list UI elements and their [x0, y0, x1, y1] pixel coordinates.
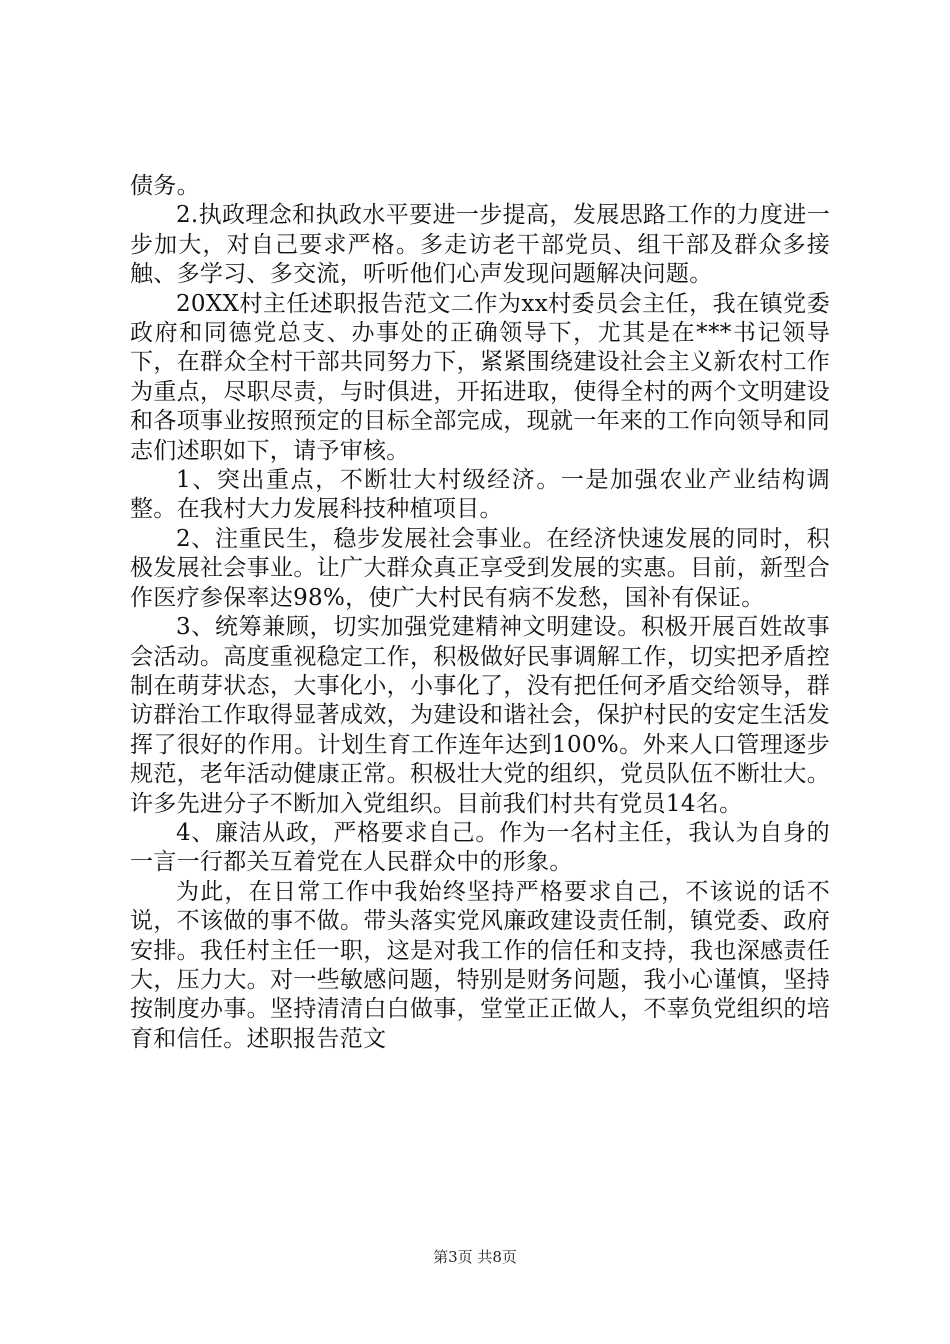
- paragraph-4: 1、突出重点，不断壮大村级经济。一是加强农业产业结构调整。在我村大力发展科技种植项目。: [130, 467, 830, 523]
- paragraph-6: 3、统筹兼顾，切实加强党建精神文明建设。积极开展百姓故事会活动。高度重视稳定工作，积极做好民事调解工作，切实把矛盾控制在萌芽状态，大事化小，小事化了，没有把任何矛盾交给领导，群访群治工作取得显著成效，为建设和谐社会，保护村民的安定生活发挥了很好的作用。计划生育工作连年达到100%。外来人口管理逐步规范，老年活动健康正常。积极壮大党的组织，党员队伍不断壮大。许多先进分子不断加入党组织。目前我们村共有党员14名。: [130, 614, 830, 817]
- paragraph-2: 2.执政理念和执政水平要进一步提高，发展思路工作的力度进一步加大，对自己要求严格。多走访老干部党员、组干部及群众多接触、多学习、多交流，听听他们心声发现问题解决问题。: [130, 202, 830, 288]
- paragraph-1: 债务。: [130, 173, 200, 199]
- paragraph-3: 20XX村主任述职报告范文二作为xx村委员会主任，我在镇党委政府和同德党总支、办事处的正确领导下，尤其是在***书记领导下，在群众全村干部共同努力下，紧紧围绕建设社会主义新农村工作为重点，尽职尽责，与时俱进，开拓进取，使得全村的两个文明建设和各项事业按照预定的目标全部完成，现就一年来的工作向领导和同志们述职如下，请予审核。: [130, 290, 830, 464]
- paragraph-7: 4、廉洁从政，严格要求自己。作为一名村主任，我认为自身的一言一行都关互着党在人民群众中的形象。: [130, 819, 830, 876]
- page-number-footer: 第3页 共8页: [433, 1248, 517, 1266]
- paragraph-5: 2、注重民生，稳步发展社会事业。在经济快速发展的同时，积极发展社会事业。让广大群众真正享受到发展的实惠。目前，新型合作医疗参保率达98%，使广大村民有病不发愁，国补有保证。: [130, 525, 830, 611]
- paragraph-8: 为此，在日常工作中我始终坚持严格要求自己，不该说的话不说，不该做的事不做。带头落实党风廉政建设责任制，镇党委、政府安排。我任村主任一职，这是对我工作的信任和支持，我也深感责任大，压力大。对一些敏感问题，特别是财务问题，我小心谨慎，坚持按制度办事。坚持清清白白做事，堂堂正正做人，不辜负党组织的培育和信任。述职报告范文: [130, 878, 830, 1052]
- document-body: [130, 172, 830, 1054]
